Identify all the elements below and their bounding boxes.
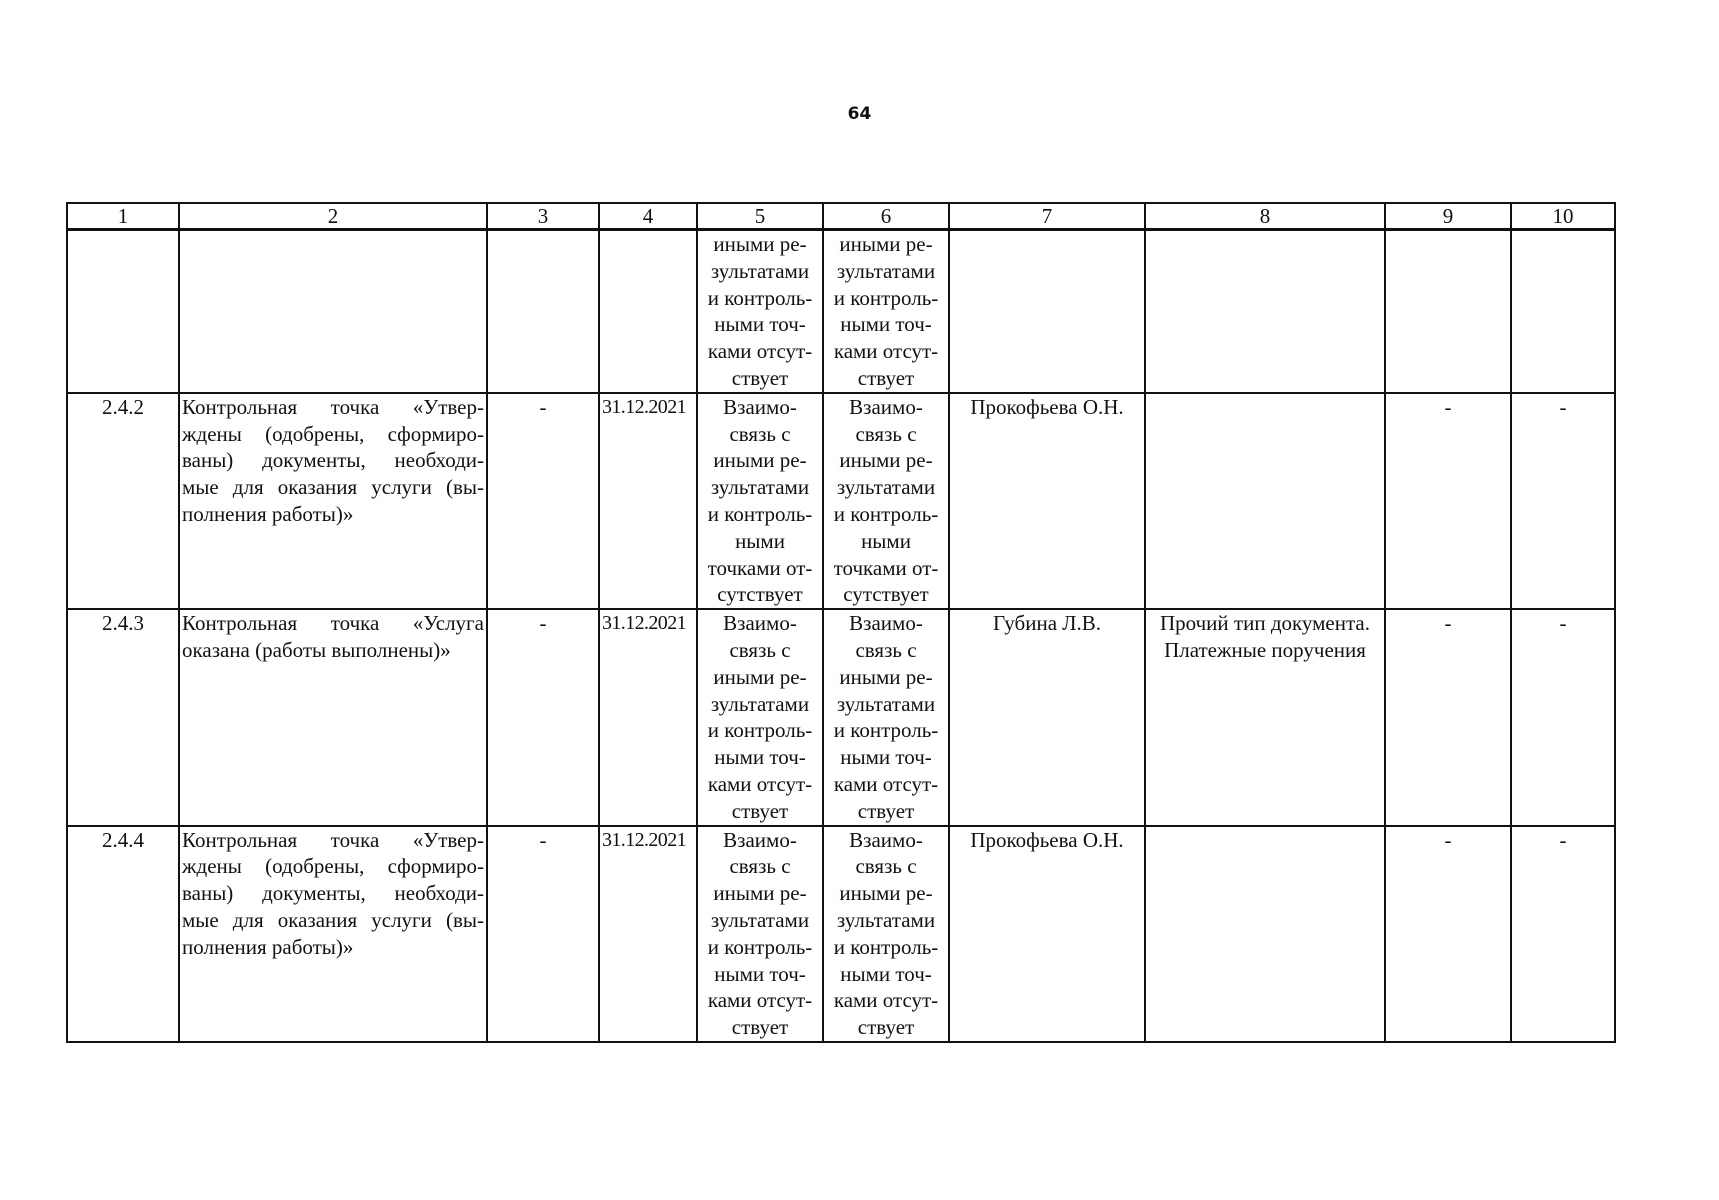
- cell-text-line: иными ре-: [839, 881, 933, 906]
- cell-text-line: и контроль-: [833, 718, 939, 743]
- cell-text-line: мые для оказания услуги (вы-: [182, 475, 484, 500]
- cell-document: [1145, 609, 1385, 825]
- cell-num: [67, 230, 179, 393]
- cell-text-line: ствует: [857, 1015, 915, 1040]
- column-header: 8: [1145, 203, 1385, 230]
- cell-name: [179, 826, 487, 1042]
- cell-document: [1145, 393, 1385, 609]
- cell-col10: -: [1511, 393, 1615, 609]
- cell-text-line: и контроль-: [707, 285, 813, 310]
- cell-name: [179, 230, 487, 393]
- cell-text-line: иными ре-: [713, 232, 807, 256]
- cell-col10: -: [1511, 609, 1615, 825]
- cell-text-line: и контроль-: [707, 501, 813, 526]
- cell-text-line: точками от-: [707, 555, 813, 580]
- cell-text-line: иными ре-: [839, 448, 933, 473]
- cell-responsible: Губина Л.В.: [949, 609, 1145, 825]
- cell-text-line: ными точ-: [840, 745, 932, 770]
- page-number: 64: [847, 104, 872, 124]
- cell-text-line: ками отсут-: [833, 771, 939, 796]
- cell-text-line: зультатами: [836, 691, 936, 716]
- cell-text-line: зультатами: [836, 475, 936, 500]
- column-header: 9: [1385, 203, 1511, 230]
- cell-text-line: зультатами: [836, 907, 936, 932]
- cell-text-line: сутствует: [843, 582, 929, 607]
- cell-col5: [697, 393, 823, 609]
- cell-text-line: Взаимо-: [723, 611, 797, 636]
- cell-name: [179, 393, 487, 609]
- cell-text-line: сутствует: [717, 582, 803, 607]
- cell-text-line: связь с: [729, 854, 791, 879]
- cell-text-line: ками отсут-: [707, 988, 813, 1013]
- cell-text-line: ствует: [731, 798, 789, 823]
- cell-text-line: оказана (работы выполнены)»: [182, 637, 451, 662]
- cell-text-line: и контроль-: [833, 285, 939, 310]
- cell-col6: [823, 609, 949, 825]
- cell-num: 2.4.3: [67, 609, 179, 825]
- cell-text-line: ками отсут-: [833, 339, 939, 364]
- cell-responsible: Прокофьева О.Н.: [949, 393, 1145, 609]
- cell-text-line: полнения работы)»: [182, 501, 354, 526]
- cell-text-line: зультатами: [710, 258, 810, 283]
- cell-document: [1145, 826, 1385, 1042]
- column-header: 3: [487, 203, 599, 230]
- cell-text-line: ными точ-: [714, 312, 806, 337]
- cell-text-line: ными точ-: [840, 961, 932, 986]
- cell-col9: -: [1385, 609, 1511, 825]
- cell-text-line: и контроль-: [833, 934, 939, 959]
- cell-date: 31.12.2021: [599, 609, 697, 825]
- cell-text-line: Контрольная точка «Утвер-: [182, 394, 484, 419]
- cell-text-line: ваны) документы, необходи-: [182, 448, 484, 473]
- cell-text-line: Взаимо-: [849, 394, 923, 419]
- cell-name: [179, 609, 487, 825]
- cell-text-line: иными ре-: [713, 881, 807, 906]
- cell-text-line: Взаимо-: [723, 827, 797, 852]
- cell-document: [1145, 230, 1385, 393]
- cell-text-line: зультатами: [836, 258, 936, 283]
- cell-text-line: точками от-: [833, 555, 939, 580]
- cell-text-line: зультатами: [710, 475, 810, 500]
- cell-text-line: ными точ-: [714, 745, 806, 770]
- cell-text-line: ствует: [731, 1015, 789, 1040]
- column-header: 5: [697, 203, 823, 230]
- table-row: [67, 609, 1615, 825]
- table-header-row: [67, 203, 1615, 230]
- cell-text-line: ными: [735, 528, 785, 553]
- cell-text-line: ными: [861, 528, 911, 553]
- cell-col9: [1385, 230, 1511, 393]
- cell-col5: [697, 230, 823, 393]
- cell-text-line: Контрольная точка «Утвер-: [182, 827, 484, 852]
- cell-col9: -: [1385, 393, 1511, 609]
- cell-text-line: ваны) документы, необходи-: [182, 881, 484, 906]
- column-header: 4: [599, 203, 697, 230]
- cell-date: 31.12.2021: [599, 826, 697, 1042]
- cell-col3: -: [487, 393, 599, 609]
- cell-col6: [823, 393, 949, 609]
- cell-col9: -: [1385, 826, 1511, 1042]
- cell-text-line: и контроль-: [833, 501, 939, 526]
- cell-text-line: ками отсут-: [707, 771, 813, 796]
- cell-text-line: связь с: [855, 637, 917, 662]
- cell-text-line: Взаимо-: [849, 827, 923, 852]
- cell-num: 2.4.4: [67, 826, 179, 1042]
- cell-text-line: и контроль-: [707, 934, 813, 959]
- cell-text-line: связь с: [729, 421, 791, 446]
- cell-text-line: иными ре-: [839, 664, 933, 689]
- column-header: 10: [1511, 203, 1615, 230]
- cell-text-line: ждены (одобрены, сформиро-: [182, 421, 484, 446]
- cell-text-line: ными точ-: [714, 961, 806, 986]
- cell-col5: [697, 826, 823, 1042]
- cell-responsible: [949, 230, 1145, 393]
- cell-col6: [823, 826, 949, 1042]
- table-row: [67, 393, 1615, 609]
- cell-text-line: ствует: [857, 798, 915, 823]
- cell-text-line: иными ре-: [713, 664, 807, 689]
- cell-text-line: ствует: [731, 365, 789, 390]
- cell-text-line: Платежные поручения: [1164, 637, 1366, 662]
- table-row: [67, 826, 1615, 1042]
- cell-text-line: Прочий тип документа.: [1160, 611, 1370, 636]
- cell-text-line: зультатами: [710, 907, 810, 932]
- cell-text-line: ными точ-: [840, 312, 932, 337]
- control-points-table: [66, 202, 1616, 1043]
- cell-col3: [487, 230, 599, 393]
- column-header: 7: [949, 203, 1145, 230]
- cell-col3: -: [487, 609, 599, 825]
- cell-text-line: Взаимо-: [849, 611, 923, 636]
- table-row-continuation: [67, 230, 1615, 393]
- cell-responsible: Прокофьева О.Н.: [949, 826, 1145, 1042]
- cell-text-line: связь с: [729, 637, 791, 662]
- cell-col10: -: [1511, 826, 1615, 1042]
- cell-date: 31.12.2021: [599, 393, 697, 609]
- cell-text-line: Взаимо-: [723, 394, 797, 419]
- cell-text-line: иными ре-: [839, 232, 933, 256]
- cell-col6: [823, 230, 949, 393]
- cell-date: [599, 230, 697, 393]
- cell-text-line: ками отсут-: [833, 988, 939, 1013]
- cell-text-line: мые для оказания услуги (вы-: [182, 907, 484, 932]
- cell-num: 2.4.2: [67, 393, 179, 609]
- cell-text-line: ствует: [857, 365, 915, 390]
- cell-col10: [1511, 230, 1615, 393]
- column-header: 1: [67, 203, 179, 230]
- cell-col3: -: [487, 826, 599, 1042]
- cell-text-line: связь с: [855, 854, 917, 879]
- column-header: 6: [823, 203, 949, 230]
- cell-text-line: иными ре-: [713, 448, 807, 473]
- cell-col5: [697, 609, 823, 825]
- cell-text-line: связь с: [855, 421, 917, 446]
- cell-text-line: ками отсут-: [707, 339, 813, 364]
- cell-text-line: зультатами: [710, 691, 810, 716]
- cell-text-line: и контроль-: [707, 718, 813, 743]
- cell-text-line: полнения работы)»: [182, 934, 354, 959]
- column-header: 2: [179, 203, 487, 230]
- cell-text-line: ждены (одобрены, сформиро-: [182, 854, 484, 879]
- cell-text-line: Контрольная точка «Услуга: [182, 611, 484, 636]
